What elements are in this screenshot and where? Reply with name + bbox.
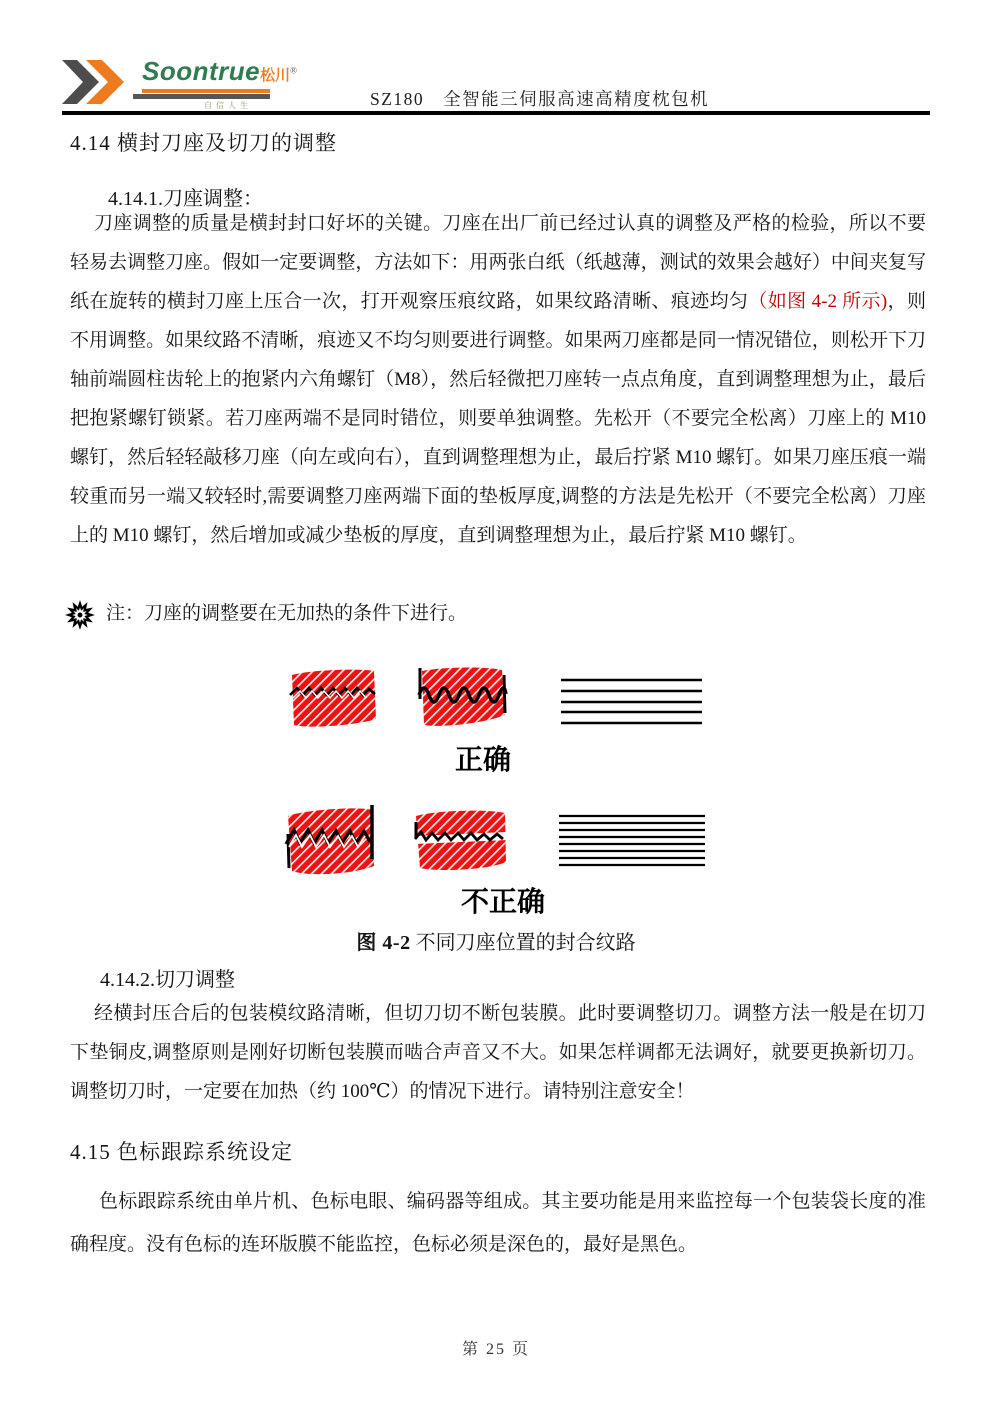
seal-pattern-correct-lines [560, 676, 703, 731]
paragraph-cutter-adjustment: 经横封压合后的包装模纹路清晰，但切刀切不断包装膜。此时要调整切刀。调整方法一般是在切刀下垫铜皮,调整原则是刚好切断包装膜而啮合声音又不大。如果怎样调都无法调好，就要更换新切刀。调整切刀时，一定要在加热（约 100℃）的情况下进行。请特别注意安全！ [70, 1003, 926, 1102]
logo-slogan-text: 自信人生 [204, 101, 252, 110]
logo-wordmark [142, 56, 297, 87]
label-correct: 正确 [455, 745, 512, 776]
note-text: 注：刀座的调整要在无加热的条件下进行。 [106, 603, 468, 624]
logo-brand-text: Soontrue [142, 56, 261, 86]
seal-pattern-incorrect-lines [558, 813, 706, 872]
figure-caption-number: 图 4-2 [356, 932, 411, 954]
paragraph-color-mark-tracking: 色标跟踪系统由单片机、色标电眼、编码器等组成。其主要功能是用来监控每一个包装袋长度的准确程度。没有色标的连环版膜不能监控，色标必须是深色的，最好是黑色。 [70, 1191, 926, 1255]
document-title: SZ180 全智能三伺服高速高精度枕包机 [370, 89, 710, 109]
figure-caption [0, 926, 992, 955]
paragraph-blade-seat-adjustment [70, 204, 926, 555]
section-heading-4-14: 4.14 横封刀座及切刀的调整 [70, 131, 337, 155]
label-incorrect: 不正确 [461, 887, 546, 918]
figure-reference-red-text: （如图 4-2 所示) [748, 291, 888, 312]
blade-incorrect-right-illustration [413, 808, 509, 879]
logo-underline-gray [133, 94, 270, 99]
header-divider [62, 111, 930, 115]
blade-incorrect-left-illustration [284, 804, 378, 885]
page-number: 第 25 页 [461, 1341, 530, 1358]
para-text-after-ref: ，则不用调整。如果纹路不清晰，痕迹又不均匀则要进行调整。如果两刀座都是同一情况错位，则松开下刀轴前端圆柱齿轮上的抱紧内六角螺钉（M8），然后轻微把刀座转一点点角度，直到调整理想为止，最后把抱紧螺钉锁紧。若刀座两端不是同时错位，则要单独调整。先松开（不要完全松离）刀座上的 M10 螺钉，然后轻轻敲移刀座（向左或向右），直到调整理想为止，最后拧紧 M10 螺钉。如果刀座压痕一端较重而另一端又较轻时,需要调整刀座两端下面的垫板厚度,调整的方法是先松开（不要完全松离）刀座上的 M10 螺钉，然后增加或减少垫板的厚度，直到调整理想为止，最后拧紧 M10 螺钉。 [70, 291, 926, 546]
soontrue-chevron-logo-icon [62, 58, 142, 111]
subsection-heading-4-14-2: 4.14.2.切刀调整 [100, 969, 235, 991]
registered-mark: ® [290, 65, 297, 76]
blade-correct-right-illustration [416, 665, 508, 736]
para-text-before-ref: 刀座调整的质量是横封封口好坏的关键。刀座在出厂前已经过认真的调整及严格的检验，所以不要轻易去调整刀座。假如一定要调整，方法如下：用两张白纸（纸越薄，测试的效果会越好）中间夹复写纸在旋转的横封刀座上压合一次，打开观察压痕纹路，如果纹路清晰、痕迹均匀 [70, 213, 926, 312]
note-row [64, 597, 467, 636]
blade-correct-left-illustration [289, 667, 377, 736]
starburst-icon [64, 599, 96, 636]
figure-caption-text: 不同刀座位置的封合纹路 [410, 932, 636, 954]
subsection-heading-4-14-1: 4.14.1.刀座调整： [108, 188, 263, 210]
logo-brand-cn-text: 松川 [260, 68, 291, 84]
logo-underline-orange [142, 89, 270, 93]
section-heading-4-15: 4.15 色标跟踪系统设定 [70, 1140, 293, 1164]
